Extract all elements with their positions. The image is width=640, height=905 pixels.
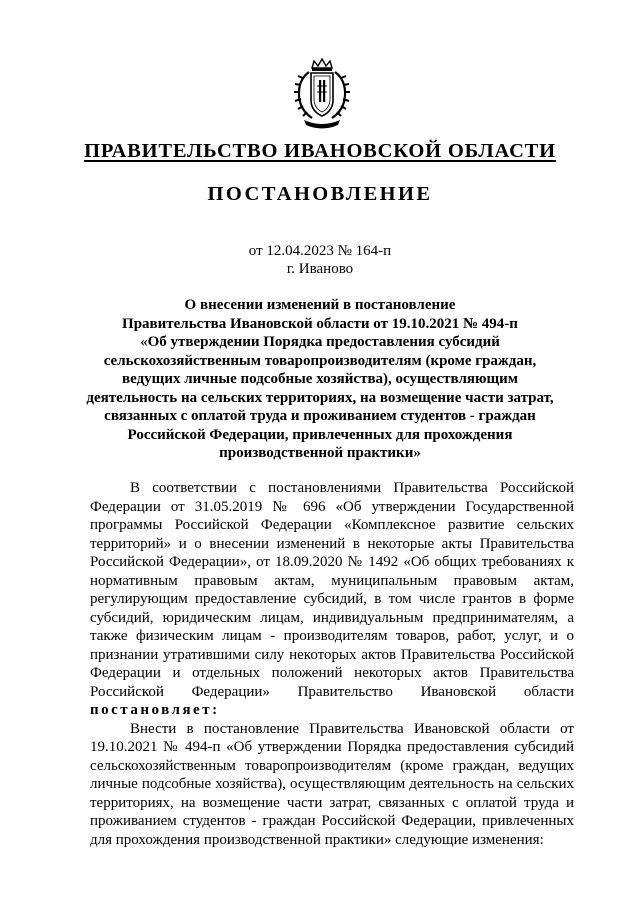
coat-of-arms-icon — [290, 58, 354, 130]
document-city: г. Иваново — [286, 261, 354, 277]
heading-line: сельскохозяйственным товаропроизводителям (кроме граждан, — [103, 352, 537, 369]
heading-line: Правительства Ивановской области от 19.10.2021 № 494-п — [122, 315, 518, 332]
heading-line: О внесении изменений в постановление — [184, 297, 456, 313]
document-type: ПОСТАНОВЛЕНИЕ — [207, 183, 433, 205]
heading-line: деятельность на сельских территориях, на возмещение части затрат, — [86, 389, 554, 406]
government-title: ПРАВИТЕЛЬСТВО ИВАНОВСКОЙ ОБЛАСТИ — [84, 140, 556, 162]
decree-word: постановляет: — [90, 702, 220, 718]
heading-line: связанных с оплатой труда и проживанием студентов - граждан — [104, 408, 536, 424]
heading-line: ведущих личные подсобные хозяйства), осуществляющим — [122, 371, 518, 387]
document-date-number: от 12.04.2023 № 164-п — [248, 243, 392, 259]
document-heading — [60, 296, 580, 463]
document-body — [90, 479, 574, 849]
heading-line: Российской Федерации, привлеченных для прохождения — [127, 426, 513, 443]
body-paragraph: Внести в постановление Правительства Ивановской области от 19.10.2021 № 494-п «Об утверждении Порядка предоставления субсидий сельскохозяйственным товаропроизводителям (кроме граждан, ведущих личные подсобные хозяйства), осуществляющим деятельность на сельских территориях, на возмещение части затрат, связанных с оплатой труда и проживанием студентов - граждан Российской Федерации, привлеченных для прохождения производственной практики» следующие изменения: — [90, 720, 574, 848]
body-paragraph — [90, 479, 574, 720]
heading-line: «Об утверждении Порядка предоставления субсидий — [140, 334, 500, 350]
heading-line: производственной практики» — [219, 445, 421, 461]
paragraph-text: В соответствии с постановлениями Правительства Российской Федерации от 31.05.2019 № 696 «Об утверждении Государственной программы Российской Федерации «Комплексное развитие сельских территорий» и о внесении изменений в некоторые акты Правительства Российской Федерации», от 18.09.2020 № 1492 «Об общих требованиях к нормативным правовым актам, муниципальным правовым актам, регулирующим предоставление субсидий, в том числе грантов в форме субсидий, юридическим лицам, индивидуальным предпринимателям, а также физическим лицам - производителям товаров, работ, услуг, и о признании утратившими силу некоторых актов Правительства Российской Федерации и отдельных положений некоторых актов Правительства Российской Федерации» Правительство Ивановской области — [90, 480, 574, 700]
